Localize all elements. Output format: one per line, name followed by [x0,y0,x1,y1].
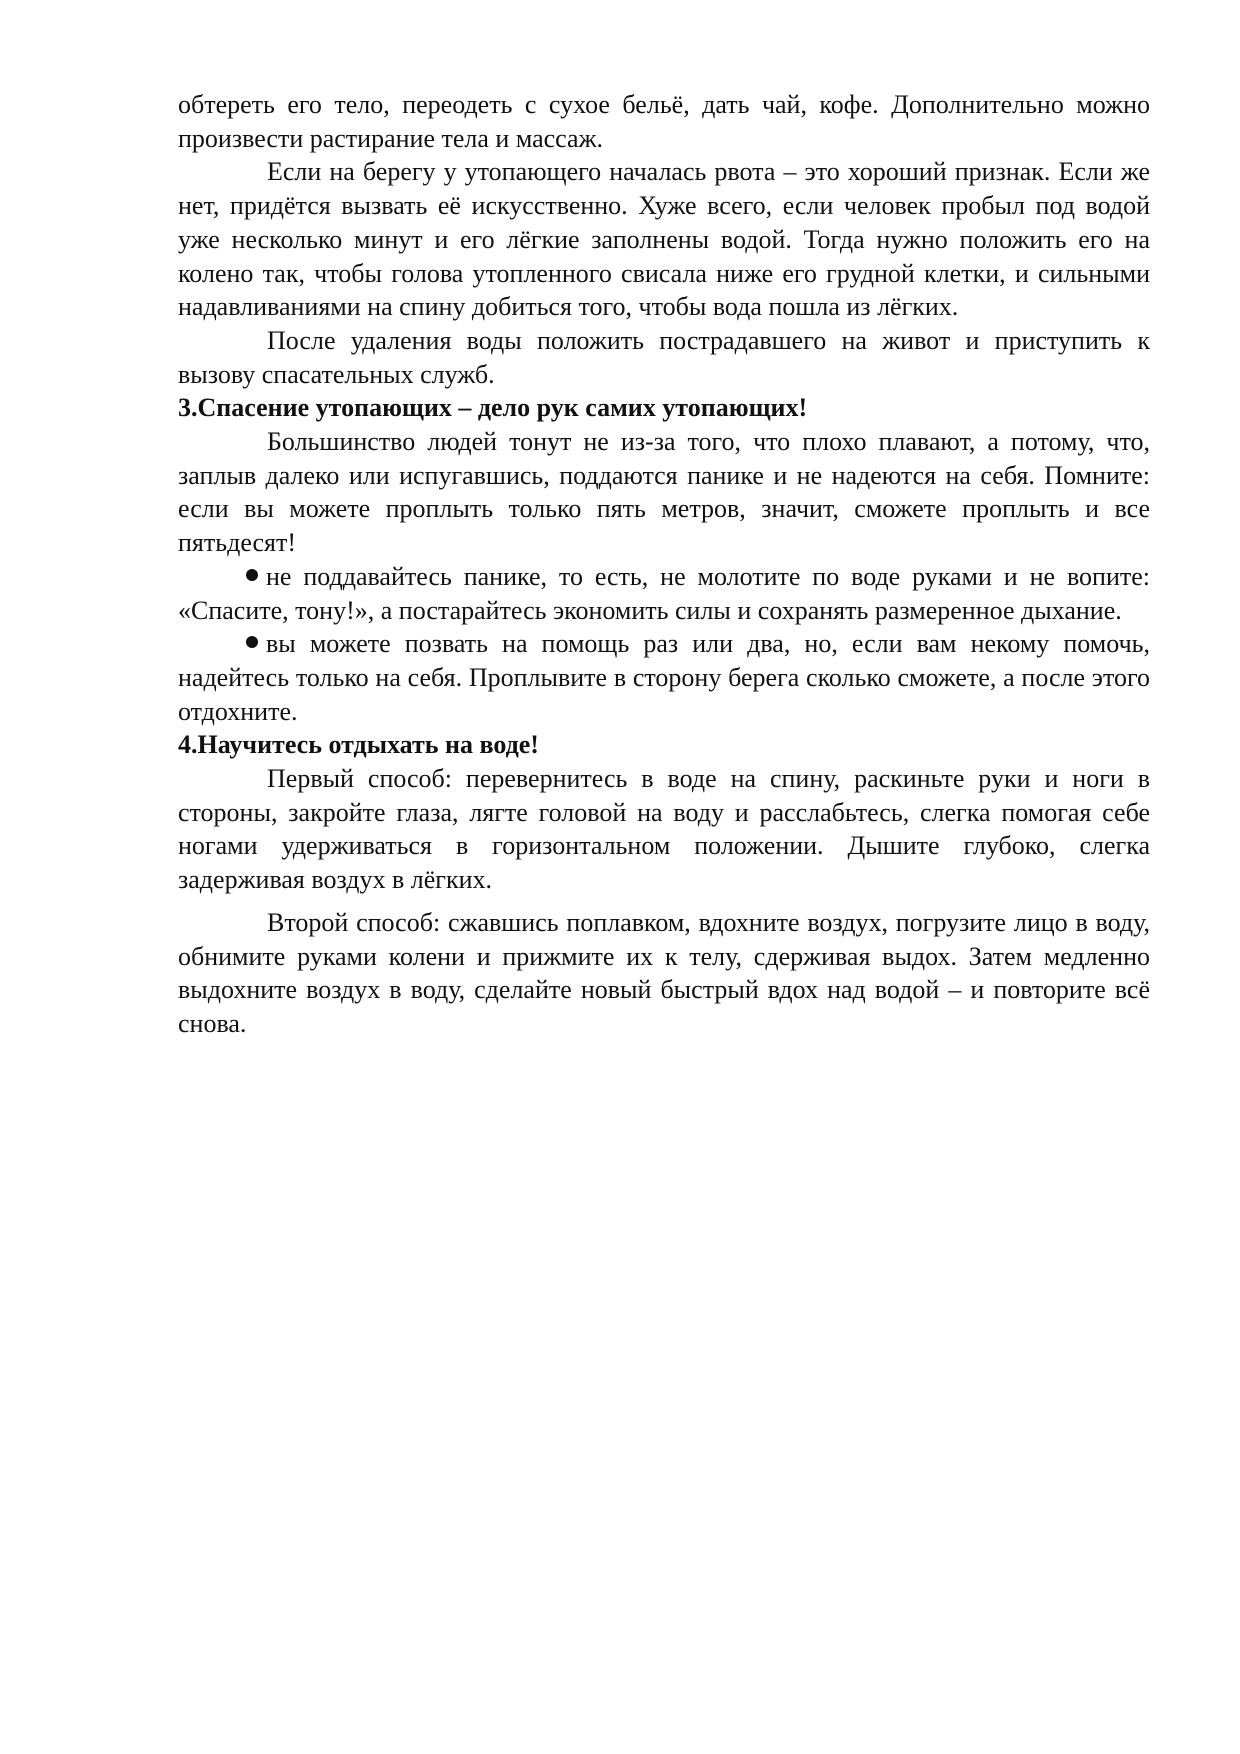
list-item [178,627,1150,728]
list-item [178,560,1150,627]
paragraph-vomiting: Если на берегу у утопающего началась рвота – это хороший признак. Если же нет, придётся вызвать её искусственно. Хуже всего, если человек пробыл под водой уже несколько минут и его лёгкие заполнены водой. Тогда нужно положить его на колено так, чтобы голова утопленного свисала ниже его грудной клетки, и сильными надавливаниями на спину добиться того, чтобы вода пошла из лёгких. [178,157,1150,322]
document-body [178,88,1150,1041]
list-item-text: вы можете позвать на помощь раз или два, но, если вам некому помочь, надейтесь только на себя. Проплывите в сторону берега сколько сможете, а после этого отдохните. [178,629,1150,726]
section-3-heading: 3.Спасение утопающих – дело рук самих утопающих! [178,393,808,423]
section-4-paragraph-second-method: Второй способ: сжавшись поплавком, вдохните воздух, погрузите лицо в воду, обнимите руками колени и прижмите их к телу, сдерживая выдох. Затем медленно выдохните воздух в воду, сделайте новый быстрый вдох над водой – и повторите всё снова. [178,907,1150,1038]
section-3-paragraph: Большинство людей тонут не из-за того, что плохо плавают, а потому, что, заплыв далеко или испугавшись, поддаются панике и не надеются на себя. Помните: если вы можете проплыть только пять метров, значит, сможете проплыть и все пятьдесят! [178,427,1150,558]
bullet-icon [246,636,258,648]
section-4-paragraph-first-method: Первый способ: перевернитесь в воде на спину, раскиньте руки и ноги в стороны, закройте глаза, лягте головой на воду и расслабьтесь, слегка помогая себе ногами удерживаться в горизонтальном положении. Дышите глубоко, слегка задерживая воздух в лёгких. [178,764,1150,895]
bullet-icon [246,569,258,581]
paragraph-continuation: обтереть его тело, переодеть с сухое бельё, дать чай, кофе. Дополнительно можно произвести растирание тела и массаж. [178,90,1150,153]
section-4-heading: 4.Научитесь отдыхать на воде! [178,730,539,760]
list-item-text: не поддавайтесь панике, то есть, не молотите по воде руками и не вопите: «Спасите, тону!», а постарайтесь экономить силы и сохранять размеренное дыхание. [178,561,1150,625]
paragraph-after-water-removal: После удаления воды положить пострадавшего на живот и приступить к вызову спасательных служб. [178,325,1150,389]
